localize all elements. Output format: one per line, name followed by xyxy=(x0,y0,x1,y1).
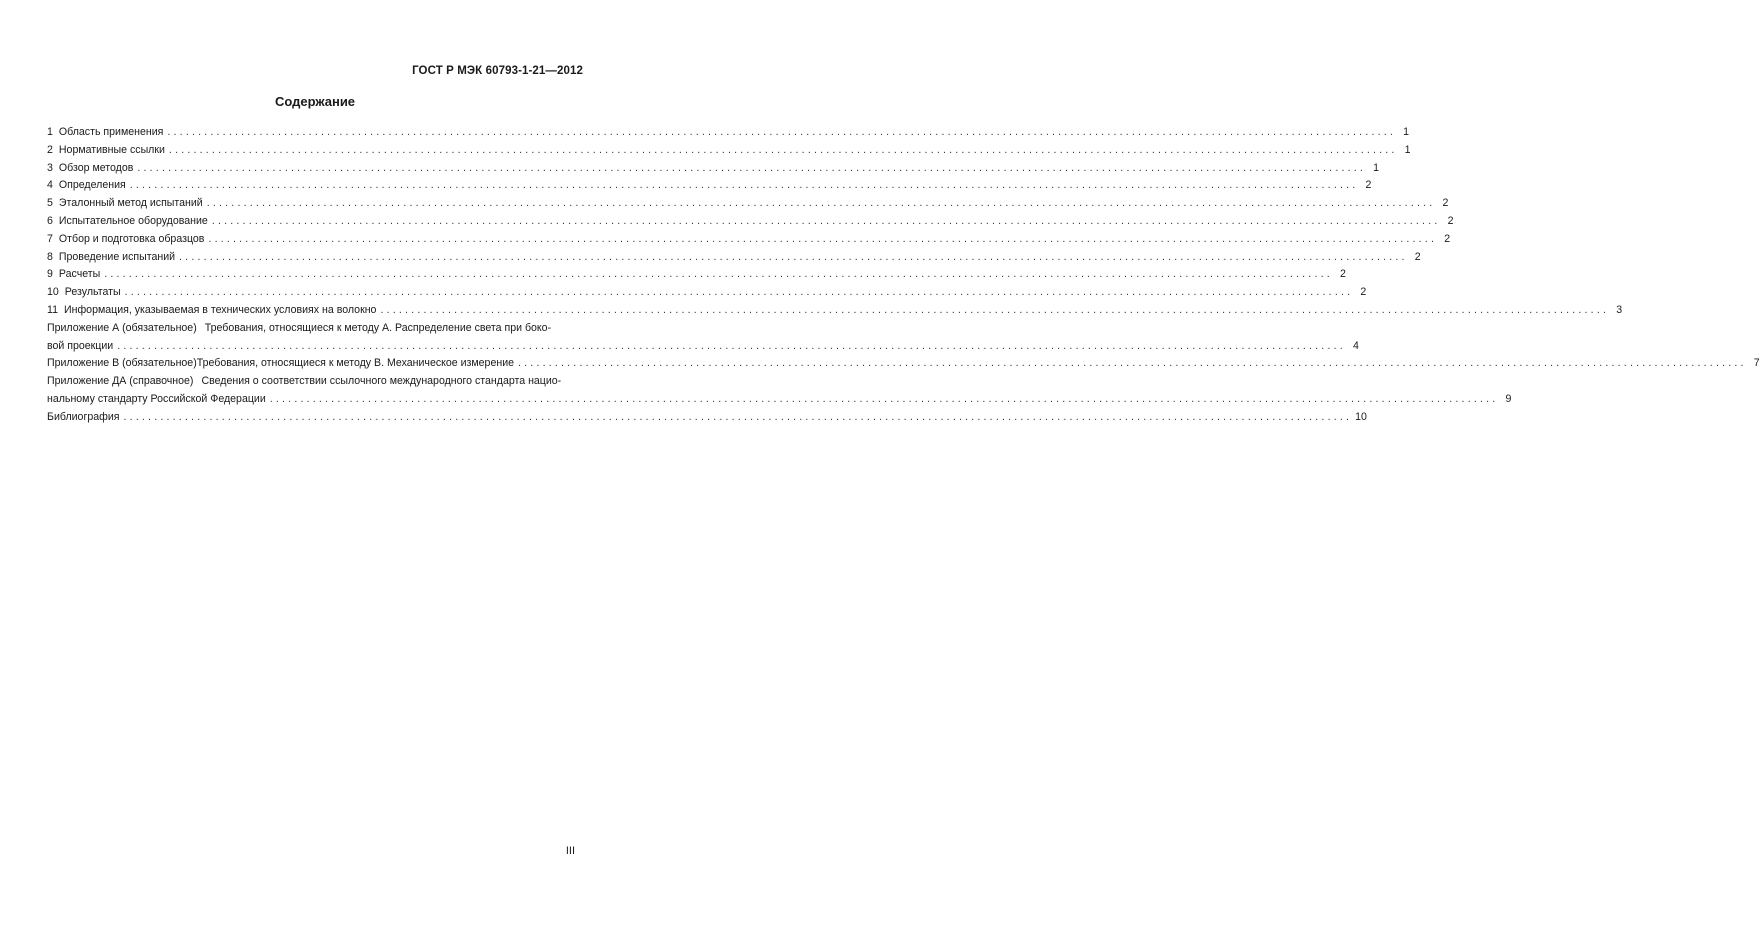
dot-leader: ........................................................................................................................................................................................................ xyxy=(518,357,1747,370)
toc-entry-title: Нормативные ссылки xyxy=(58,143,165,156)
toc-title: Содержание xyxy=(274,94,356,109)
toc-section-list xyxy=(47,124,1623,320)
toc-entry-title: Область применения xyxy=(58,126,164,138)
dot-leader: ........................................................................................................................................................................................................ xyxy=(206,197,1436,210)
toc-entry[interactable] xyxy=(47,177,1372,195)
dot-leader: ........................................................................................................................................................................................................ xyxy=(269,392,1499,405)
toc-entry-page: 2 xyxy=(1360,286,1367,299)
toc-entry-appendix-b[interactable] xyxy=(47,355,1760,373)
toc-entry-number: 1 xyxy=(47,126,53,138)
toc-entry-title: Информация, указываемая в технических условиях на волокно xyxy=(64,303,377,316)
toc-entry-title: Обзор методов xyxy=(58,161,134,174)
toc-entry-number: 2 xyxy=(47,143,53,156)
toc-entry-page: 2 xyxy=(1444,232,1451,245)
toc-entry-number: 6 xyxy=(47,214,53,227)
dot-leader: ........................................................................................................................................................................................................ xyxy=(208,232,1438,245)
toc-entry[interactable] xyxy=(47,249,1421,267)
toc-entry-appendix-a-cont[interactable] xyxy=(47,338,1359,356)
toc-entry[interactable] xyxy=(47,302,1623,320)
toc-entry[interactable] xyxy=(47,195,1449,213)
dot-leader: ........................................................................................................................................................................................................ xyxy=(380,303,1610,316)
toc-entry-number: 4 xyxy=(47,179,53,192)
toc-entry-appendix-a[interactable] xyxy=(47,320,584,338)
toc-entry-title: Расчеты xyxy=(58,268,101,281)
toc-entry[interactable] xyxy=(47,142,1411,160)
appendix-b-label: Приложение В (обязательное) xyxy=(47,357,197,370)
toc-entry-page: 3 xyxy=(1616,303,1623,316)
document-code: ГОСТ Р МЭК 60793-1-21—2012 xyxy=(412,65,583,77)
toc-entry-number: 5 xyxy=(47,197,53,210)
appendix-da-page: 9 xyxy=(1505,392,1512,405)
appendix-da-title-line2: нальному стандарту Российской Федерации xyxy=(47,392,266,405)
toc-entry-page: 2 xyxy=(1414,250,1421,263)
toc-entry-page: 2 xyxy=(1365,179,1372,192)
toc-entry-appendix-da-cont[interactable] xyxy=(47,391,1512,409)
appendix-da-title-line1: Сведения о соответствии ссылочного международного стандарта нацио- xyxy=(201,375,562,388)
dot-leader: ........................................................................................................................................................................................................ xyxy=(167,126,1397,138)
toc-entry-title: Испытательное оборудование xyxy=(58,214,208,227)
toc-entry-number: 10 xyxy=(47,286,59,299)
toc-entry[interactable] xyxy=(47,231,1451,249)
bibliography-page: 10 xyxy=(1355,410,1367,423)
bibliography-title: Библиография xyxy=(47,410,120,423)
appendix-a-label: Приложение А (обязательное) xyxy=(47,321,197,334)
toc-entry-page: 1 xyxy=(1373,161,1380,174)
toc-entry-title: Отбор и подготовка образцов xyxy=(58,232,205,245)
toc-entry-page: 1 xyxy=(1404,143,1411,156)
toc-entry-page: 2 xyxy=(1447,214,1454,227)
appendix-b-title: Требования, относящиеся к методу В. Механическое измерение xyxy=(196,357,515,370)
toc-entry-page: 2 xyxy=(1442,197,1449,210)
appendix-a-title-line1: Требования, относящиеся к методу А. Распределение света при боко- xyxy=(204,321,552,334)
dot-leader: ........................................................................................................................................................................................................ xyxy=(104,268,1333,281)
toc-entry-number: 3 xyxy=(47,161,53,174)
appendix-a-title-line2: вой проекции xyxy=(47,339,114,352)
toc-entry-number: 9 xyxy=(47,268,53,281)
dot-leader: ........................................................................................................................................................................................................ xyxy=(117,339,1346,352)
appendix-b-page: 7 xyxy=(1753,357,1760,370)
dot-leader: ........................................................................................................................................................................................................ xyxy=(124,286,1354,299)
dot-leader: ........................................................................................................................................................................................................ xyxy=(123,410,1353,423)
toc-entry-title: Проведение испытаний xyxy=(58,250,176,263)
toc-entry-number: 11 xyxy=(47,303,58,316)
toc-entry[interactable] xyxy=(47,284,1367,302)
dot-leader: ........................................................................................................................................................................................................ xyxy=(211,214,1441,227)
dot-leader: ........................................................................................................................................................................................................ xyxy=(137,161,1367,174)
dot-leader: ........................................................................................................................................................................................................ xyxy=(179,250,1408,263)
toc-entry[interactable] xyxy=(47,266,1346,284)
dot-leader: ........................................................................................................................................................................................................ xyxy=(168,143,1398,156)
toc-entry-appendix-da[interactable] xyxy=(47,373,584,391)
page-number: III xyxy=(565,845,575,857)
toc-entry[interactable] xyxy=(47,213,1454,231)
toc-entry[interactable] xyxy=(47,124,1410,142)
toc-entry-number: 8 xyxy=(47,250,53,263)
appendix-a-page: 4 xyxy=(1352,339,1359,352)
table-of-contents xyxy=(47,124,1760,427)
dot-leader: ........................................................................................................................................................................................................ xyxy=(129,179,1359,192)
appendix-da-label: Приложение ДА (справочное) xyxy=(47,375,194,388)
toc-entry-page: 1 xyxy=(1403,126,1410,138)
toc-entry-title: Результаты xyxy=(64,286,121,299)
toc-entry-number: 7 xyxy=(47,232,53,245)
toc-entry[interactable] xyxy=(47,160,1380,178)
toc-entry-bibliography[interactable] xyxy=(47,409,1367,427)
toc-entry-title: Эталонный метод испытаний xyxy=(58,197,203,210)
toc-entry-page: 2 xyxy=(1339,268,1346,281)
toc-entry-title: Определения xyxy=(58,179,126,192)
